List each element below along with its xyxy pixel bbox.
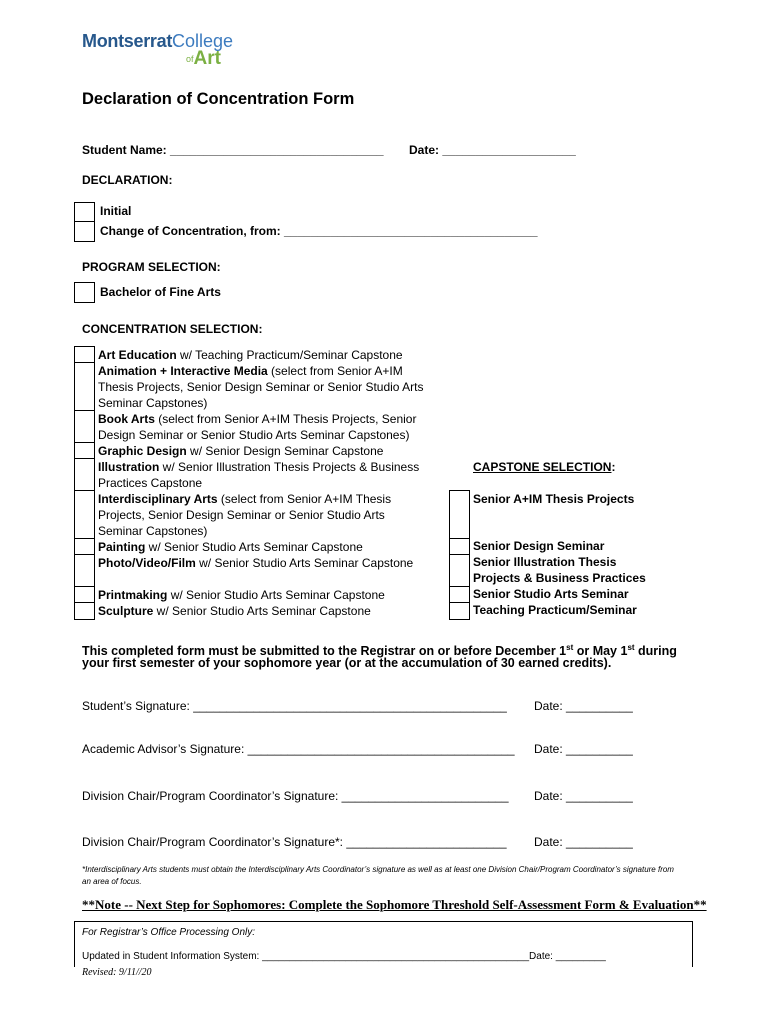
initial-label: Initial <box>100 204 132 218</box>
checkbox-capstone-aim[interactable] <box>449 490 470 540</box>
capstone-heading: CAPSTONE SELECTION: <box>473 460 616 474</box>
capstone-item: Senior A+IM Thesis Projects <box>473 492 635 506</box>
student-name-line: ________________________________ <box>170 143 384 157</box>
concentration-line: Interdisciplinary Arts (select from Senior A+IM Thesis <box>98 492 392 506</box>
change-checkbox[interactable] <box>74 221 95 242</box>
concentration-line: Design Seminar or Senior Studio Arts Seminar Capstones) <box>98 428 410 442</box>
checkbox-illustration[interactable] <box>74 458 95 492</box>
deadline-line-1: This completed form must be submitted to the Registrar on or before December 1st or May 1st during <box>82 643 677 659</box>
checkbox-animation[interactable] <box>74 362 95 412</box>
capstone-item: Senior Illustration Thesis <box>473 555 617 569</box>
student-signature-field[interactable]: Student’s Signature: _______________________________________________ <box>82 699 507 713</box>
initial-checkbox[interactable] <box>74 202 95 223</box>
sis-updated-line[interactable]: Updated in Student Information System: ________________________________________________Date: _________ <box>82 951 606 962</box>
checkbox-sculpture[interactable] <box>74 602 95 620</box>
checkbox-capstone-teaching[interactable] <box>449 602 470 620</box>
date-label-top: Date: <box>409 143 440 157</box>
concentration-line: Seminar Capstones) <box>98 524 208 538</box>
logo-word-art: Art <box>193 48 221 69</box>
advisor-signature-field[interactable]: Academic Advisor’s Signature: ________________________________________ <box>82 742 515 756</box>
student-name-label: Student Name: <box>82 143 167 157</box>
concentration-line: Photo/Video/Film w/ Senior Studio Arts Seminar Capstone <box>98 556 414 570</box>
capstone-item: Projects & Business Practices <box>473 571 646 585</box>
concentration-line: Painting w/ Senior Studio Arts Seminar Capstone <box>98 540 363 554</box>
deadline-line-2: your first semester of your sophomore year (or at the accumulation of 30 earned credits). <box>82 656 612 670</box>
concentration-line: Sculpture w/ Senior Studio Arts Seminar Capstone <box>98 604 371 618</box>
capstone-item: Senior Studio Arts Seminar <box>473 587 629 601</box>
checkbox-capstone-illustration[interactable] <box>449 554 470 588</box>
bfa-label: Bachelor of Fine Arts <box>100 285 221 299</box>
concentration-line: Thesis Projects, Senior Design Seminar or Senior Studio Arts <box>98 380 424 394</box>
capstone-item: Senior Design Seminar <box>473 539 605 553</box>
student-signature-date[interactable]: Date: __________ <box>534 699 633 713</box>
declaration-heading: DECLARATION: <box>82 173 173 187</box>
division-chair-signature-2-date[interactable]: Date: __________ <box>534 835 633 849</box>
date-line-top: ____________________ <box>442 143 576 157</box>
logo-word-of: of <box>186 54 194 64</box>
college-logo <box>82 30 232 70</box>
change-label: Change of Concentration, from: ______________________________________ <box>100 224 538 238</box>
interdisciplinary-footnote: *Interdisciplinary Arts students must obtain the Interdisciplinary Arts Coordinator’s signature as well as at least one Division Chair/Program Coordinator’s signature from an area of focus. <box>82 865 674 886</box>
concentration-line: Projects, Senior Design Seminar or Senior Studio Arts <box>98 508 385 522</box>
checkbox-photo-video-film[interactable] <box>74 554 95 588</box>
concentration-line: Graphic Design w/ Senior Design Seminar Capstone <box>98 444 384 458</box>
concentration-line: Animation + Interactive Media (select from Senior A+IM <box>98 364 403 378</box>
concentration-line: Printmaking w/ Senior Studio Arts Seminar Capstone <box>98 588 385 602</box>
student-name-field[interactable] <box>82 143 384 158</box>
capstone-item: Teaching Practicum/Seminar <box>473 603 637 617</box>
form-title: Declaration of Concentration Form <box>82 90 355 108</box>
concentration-line: Seminar Capstones) <box>98 396 208 410</box>
registrar-heading: For Registrar’s Office Processing Only: <box>82 927 256 938</box>
concentration-list <box>98 347 423 619</box>
revised-date: Revised: 9/11//20 <box>82 967 152 978</box>
next-step-note: **Note -- Next Step for Sophomores: Complete the Sophomore Threshold Self-Assessment Form & Evaluation** <box>82 897 707 912</box>
checkbox-interdisciplinary[interactable] <box>74 490 95 540</box>
division-chair-signature-date[interactable]: Date: __________ <box>534 789 633 803</box>
advisor-signature-date[interactable]: Date: __________ <box>534 742 633 756</box>
concentration-line <box>98 571 423 587</box>
logo-word-montserrat: Montserrat <box>82 31 173 51</box>
concentration-line: Practices Capstone <box>98 476 203 490</box>
logo-word-college: College <box>172 31 234 51</box>
checkbox-book-arts[interactable] <box>74 410 95 444</box>
program-heading: PROGRAM SELECTION: <box>82 260 221 274</box>
bfa-checkbox[interactable] <box>74 282 95 303</box>
division-chair-signature-2-field[interactable]: Division Chair/Program Coordinator’s Signature*: ________________________ <box>82 835 507 849</box>
concentration-line: Book Arts (select from Senior A+IM Thesis Projects, Senior <box>98 412 417 426</box>
concentration-line: Illustration w/ Senior Illustration Thesis Projects & Business <box>98 460 420 474</box>
concentration-line: Art Education w/ Teaching Practicum/Seminar Capstone <box>98 348 403 362</box>
concentration-heading: CONCENTRATION SELECTION: <box>82 322 263 336</box>
division-chair-signature-field[interactable]: Division Chair/Program Coordinator’s Signature: _________________________ <box>82 789 509 803</box>
date-field-top[interactable] <box>409 143 576 158</box>
